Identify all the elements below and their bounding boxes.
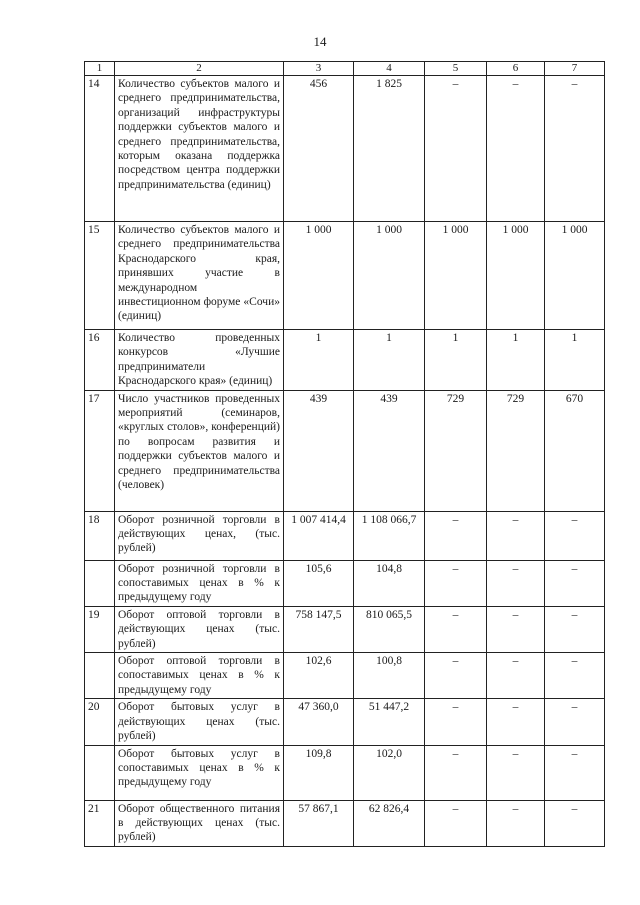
value-cell: – [545, 653, 605, 699]
value-cell: – [545, 606, 605, 652]
value-cell: – [425, 800, 487, 846]
value-cell: – [545, 76, 605, 222]
value-cell: 729 [425, 390, 487, 511]
row-number: 18 [85, 511, 115, 560]
indicator-description: Количество субъектов малого и среднего предпринимательства, организаций инфраструктуры поддержки субъектов малого и среднего предпринимательства, которым оказана поддержка посредством центра поддержки предпринимательства (единиц) [115, 76, 284, 222]
value-cell: 102,6 [284, 653, 354, 699]
table-row [85, 606, 605, 652]
value-cell: 105,6 [284, 560, 354, 606]
row-number [85, 653, 115, 699]
table-row [85, 222, 605, 330]
value-cell: 1 [354, 330, 425, 391]
row-number: 20 [85, 699, 115, 745]
value-cell: 729 [487, 390, 545, 511]
value-cell: 1 000 [487, 222, 545, 330]
value-cell: – [425, 511, 487, 560]
indicators-table [84, 61, 605, 847]
value-cell: 1 [545, 330, 605, 391]
indicator-description: Число участников проведенных мероприятий (семинаров, «круглых столов», конференций) по вопросам развития и поддержки субъектов малого и среднего предпринимательства (человек) [115, 390, 284, 511]
value-cell: 102,0 [354, 745, 425, 800]
value-cell: – [545, 745, 605, 800]
table-row [85, 699, 605, 745]
table-row [85, 390, 605, 511]
value-cell: 47 360,0 [284, 699, 354, 745]
value-cell: 758 147,5 [284, 606, 354, 652]
value-cell: 1 108 066,7 [354, 511, 425, 560]
value-cell: – [545, 560, 605, 606]
row-number: 15 [85, 222, 115, 330]
value-cell: 456 [284, 76, 354, 222]
value-cell: 100,8 [354, 653, 425, 699]
value-cell: 670 [545, 390, 605, 511]
indicator-description: Оборот розничной торговли в сопоставимых ценах в % к предыдущему году [115, 560, 284, 606]
row-number: 21 [85, 800, 115, 846]
value-cell: 51 447,2 [354, 699, 425, 745]
header-cell: 5 [425, 62, 487, 76]
value-cell: 62 826,4 [354, 800, 425, 846]
header-cell: 6 [487, 62, 545, 76]
indicator-description: Количество субъектов малого и среднего предпринимательства Краснодарского края, принявших участие в международном инвестиционном форуме «Сочи» (единиц) [115, 222, 284, 330]
table-row [85, 800, 605, 846]
header-cell: 1 [85, 62, 115, 76]
row-number: 19 [85, 606, 115, 652]
value-cell: 1 000 [284, 222, 354, 330]
value-cell: 1 [284, 330, 354, 391]
indicator-description: Оборот оптовой торговли в сопоставимых ценах в % к предыдущему году [115, 653, 284, 699]
value-cell: – [425, 606, 487, 652]
indicator-description: Оборот розничной торговли в действующих ценах, (тыс. рублей) [115, 511, 284, 560]
table-row [85, 560, 605, 606]
header-cell: 7 [545, 62, 605, 76]
value-cell: 1 007 414,4 [284, 511, 354, 560]
value-cell: 1 000 [354, 222, 425, 330]
value-cell: 810 065,5 [354, 606, 425, 652]
header-cell: 4 [354, 62, 425, 76]
value-cell: 439 [354, 390, 425, 511]
value-cell: – [487, 560, 545, 606]
value-cell: 1 000 [545, 222, 605, 330]
indicator-description: Количество проведенных конкурсов «Лучшие предприниматели Краснодарского края» (единиц) [115, 330, 284, 391]
value-cell: – [487, 653, 545, 699]
indicator-description: Оборот бытовых услуг в сопоставимых ценах в % к предыдущему году [115, 745, 284, 800]
table-row [85, 653, 605, 699]
table-row [85, 745, 605, 800]
table-row [85, 76, 605, 222]
value-cell: – [487, 606, 545, 652]
row-number [85, 745, 115, 800]
value-cell: 57 867,1 [284, 800, 354, 846]
column-number-header [85, 62, 605, 76]
indicator-description: Оборот бытовых услуг в действующих ценах (тыс. рублей) [115, 699, 284, 745]
header-cell: 2 [115, 62, 284, 76]
value-cell: – [425, 560, 487, 606]
value-cell: – [545, 699, 605, 745]
value-cell: – [545, 511, 605, 560]
row-number: 14 [85, 76, 115, 222]
indicator-description: Оборот оптовой торговли в действующих ценах (тыс. рублей) [115, 606, 284, 652]
table-row [85, 511, 605, 560]
row-number: 16 [85, 330, 115, 391]
header-cell: 3 [284, 62, 354, 76]
value-cell: – [487, 76, 545, 222]
value-cell: 109,8 [284, 745, 354, 800]
value-cell: – [487, 511, 545, 560]
value-cell: 1 000 [425, 222, 487, 330]
value-cell: 104,8 [354, 560, 425, 606]
table-row [85, 330, 605, 391]
value-cell: – [425, 653, 487, 699]
row-number: 17 [85, 390, 115, 511]
value-cell: – [487, 699, 545, 745]
value-cell: – [425, 699, 487, 745]
value-cell: – [487, 800, 545, 846]
value-cell: 439 [284, 390, 354, 511]
value-cell: 1 825 [354, 76, 425, 222]
row-number [85, 560, 115, 606]
value-cell: – [487, 745, 545, 800]
indicator-description: Оборот общественного питания в действующих ценах (тыс. рублей) [115, 800, 284, 846]
value-cell: – [545, 800, 605, 846]
value-cell: – [425, 76, 487, 222]
value-cell: – [425, 745, 487, 800]
page-number: 14 [313, 34, 327, 49]
value-cell: 1 [487, 330, 545, 391]
value-cell: 1 [425, 330, 487, 391]
